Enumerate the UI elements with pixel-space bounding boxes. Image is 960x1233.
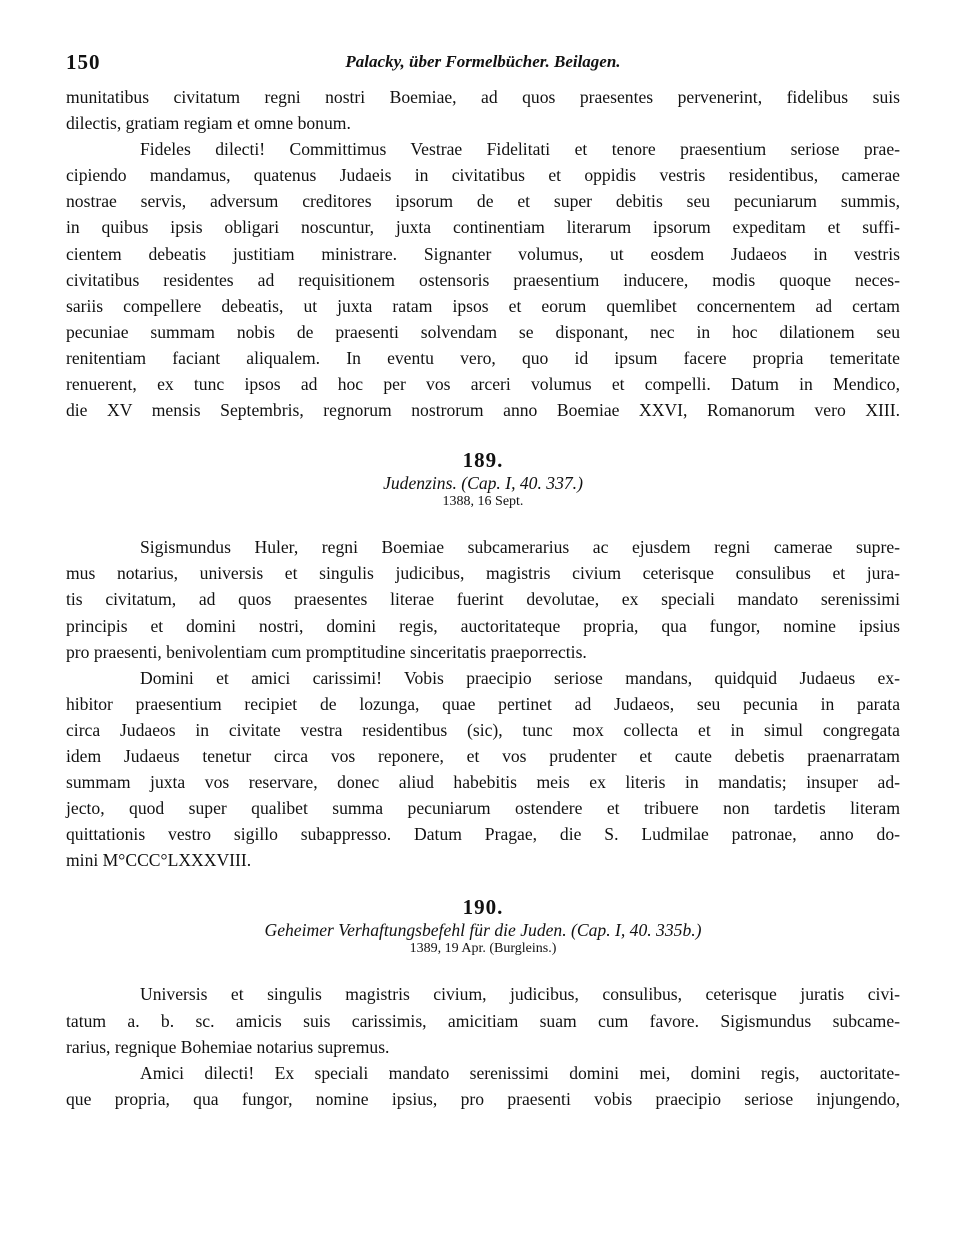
- text-line: summam juxta vos reservare, donec aliud habebitis meis ex literis in mandatis; insuper ad-: [66, 772, 900, 793]
- text-line: mus notarius, universis et singulis judicibus, magistris civium ceterisque consulibus et jura-: [66, 563, 900, 584]
- paragraph-mandate: [66, 136, 900, 423]
- text-line: die XV mensis Septembris, regnorum nostrorum anno Boemiae XXVI, Romanorum vero XIII.: [66, 400, 900, 421]
- text-line: pro praesenti, benivolentiam cum promptitudine sinceritatis praeporrectis.: [66, 641, 587, 662]
- text-line: dilectis, gratiam regiam et omne bonum.: [66, 113, 351, 134]
- text-line: Amici dilecti! Ex speciali mandato serenissimi domini mei, domini regis, auctoritate-: [140, 1062, 900, 1083]
- document-date-189: 1388, 16 Sept.: [442, 494, 524, 510]
- page-number: 150: [66, 50, 101, 74]
- text-line: nostrae servis, adversum creditores ipsorum de et super debitis seu pecuniarum summis,: [66, 191, 900, 212]
- paragraph-opening: [66, 84, 900, 136]
- page: [66, 44, 900, 1112]
- text-line: tatum a. b. sc. amicis suis carissimis, amicitiam suam cum favore. Sigismundus subcame-: [66, 1010, 900, 1031]
- text-line: quittationis vestro sigillo subappresso. Datum Pragae, die S. Ludmilae patronae, anno do-: [66, 824, 900, 845]
- text-line: munitatibus civitatum regni nostri Boemiae, ad quos praesentes pervenerint, fidelibus suis: [66, 87, 900, 107]
- page-header: [66, 44, 900, 84]
- document-title-190: Geheimer Verhaftungsbefehl für die Juden. (Cap. I, 40. 335b.): [264, 920, 702, 941]
- text-line: sariis compellere debeatis, ut juxta ratam ipsos et eorum quemlibet concernentem ad certam: [66, 295, 900, 316]
- text-line: que propria, qua fungor, nomine ipsius, pro praesenti vobis praecipio seriose injungendo,: [66, 1088, 900, 1109]
- document-number-189: 189.: [462, 448, 504, 473]
- paragraph-189-body: [66, 665, 900, 874]
- text-line: Universis et singulis magistris civium, judicibus, consulibus, ceterisque juratis civi-: [140, 984, 900, 1005]
- text-line: mini M°CCC°LXXXVIII.: [66, 850, 252, 871]
- document-title-189: Judenzins. (Cap. I, 40. 337.): [383, 473, 583, 494]
- text-line: rarius, regnique Bohemiae notarius supremus.: [66, 1036, 390, 1057]
- text-line: civitatibus residentes ad requisitionem ostensoris praesentium inducere, modis quoque neces-: [66, 269, 900, 290]
- text-line: hibitor praesentium recipiet de lozunga, quae pertinet ad Judaeos, seu pecunia in parata: [66, 693, 900, 714]
- text-line: Sigismundus Huler, regni Boemiae subcamerarius ac ejusdem regni camerae supre-: [140, 537, 900, 558]
- running-title: Palacky, über Formelbücher. Beilagen.: [345, 52, 621, 71]
- paragraph-190-body: [66, 1060, 900, 1112]
- text-line: Fideles dilecti! Committimus Vestrae Fidelitati et tenore praesentium seriose prae-: [140, 139, 900, 160]
- document-date-190: 1389, 19 Apr. (Burgleins.): [409, 941, 557, 957]
- text-line: cientem debeatis justitiam ministrare. Signanter volumus, ut eosdem Judaeos in vestris: [66, 243, 900, 264]
- text-line: in quibus ipsis obligari noscuntur, juxta continentiam literarum ipsorum expeditam et suffi-: [66, 217, 900, 238]
- text-line: tis civitatum, ad quos praesentes literae fuerint devolutae, ex speciali mandato serenissimi: [66, 589, 900, 610]
- document-number-190: 190.: [462, 895, 504, 920]
- paragraph-189-address: [66, 534, 900, 664]
- text-line: renuerent, ex tunc ipsos ad hoc per vos arceri volumus et compelli. Datum in Mendico,: [66, 374, 900, 395]
- text-line: pecuniae summam nobis de praesenti solvendam se disponant, nec in hoc dilationem seu: [66, 321, 900, 342]
- text-line: principis et domini nostri, domini regis, auctoritateque propria, qua fungor, nomine ipsius: [66, 615, 900, 636]
- text-line: jecto, quod super qualibet summa pecuniarum ostendere et tribuere non tardetis literam: [66, 798, 900, 819]
- paragraph-190-address: [66, 981, 900, 1059]
- text-line: idem Judaeus tenetur circa vos reponere, et vos prudenter et caute debetis praenarratam: [66, 745, 900, 766]
- text-line: renitentiam faciant aliqualem. In eventu vero, quo id ipsum facere propria temeritate: [66, 347, 900, 368]
- text-line: circa Judaeos in civitate vestra residentibus (sic), tunc mox collecta et in simul congregata: [66, 719, 900, 740]
- text-line: cipiendo mandamus, quatenus Judaeis in civitatibus et oppidis vestris residentibus, camerae: [66, 165, 900, 186]
- text-line: Domini et amici carissimi! Vobis praecipio seriose mandans, quidquid Judaeus ex-: [140, 667, 900, 688]
